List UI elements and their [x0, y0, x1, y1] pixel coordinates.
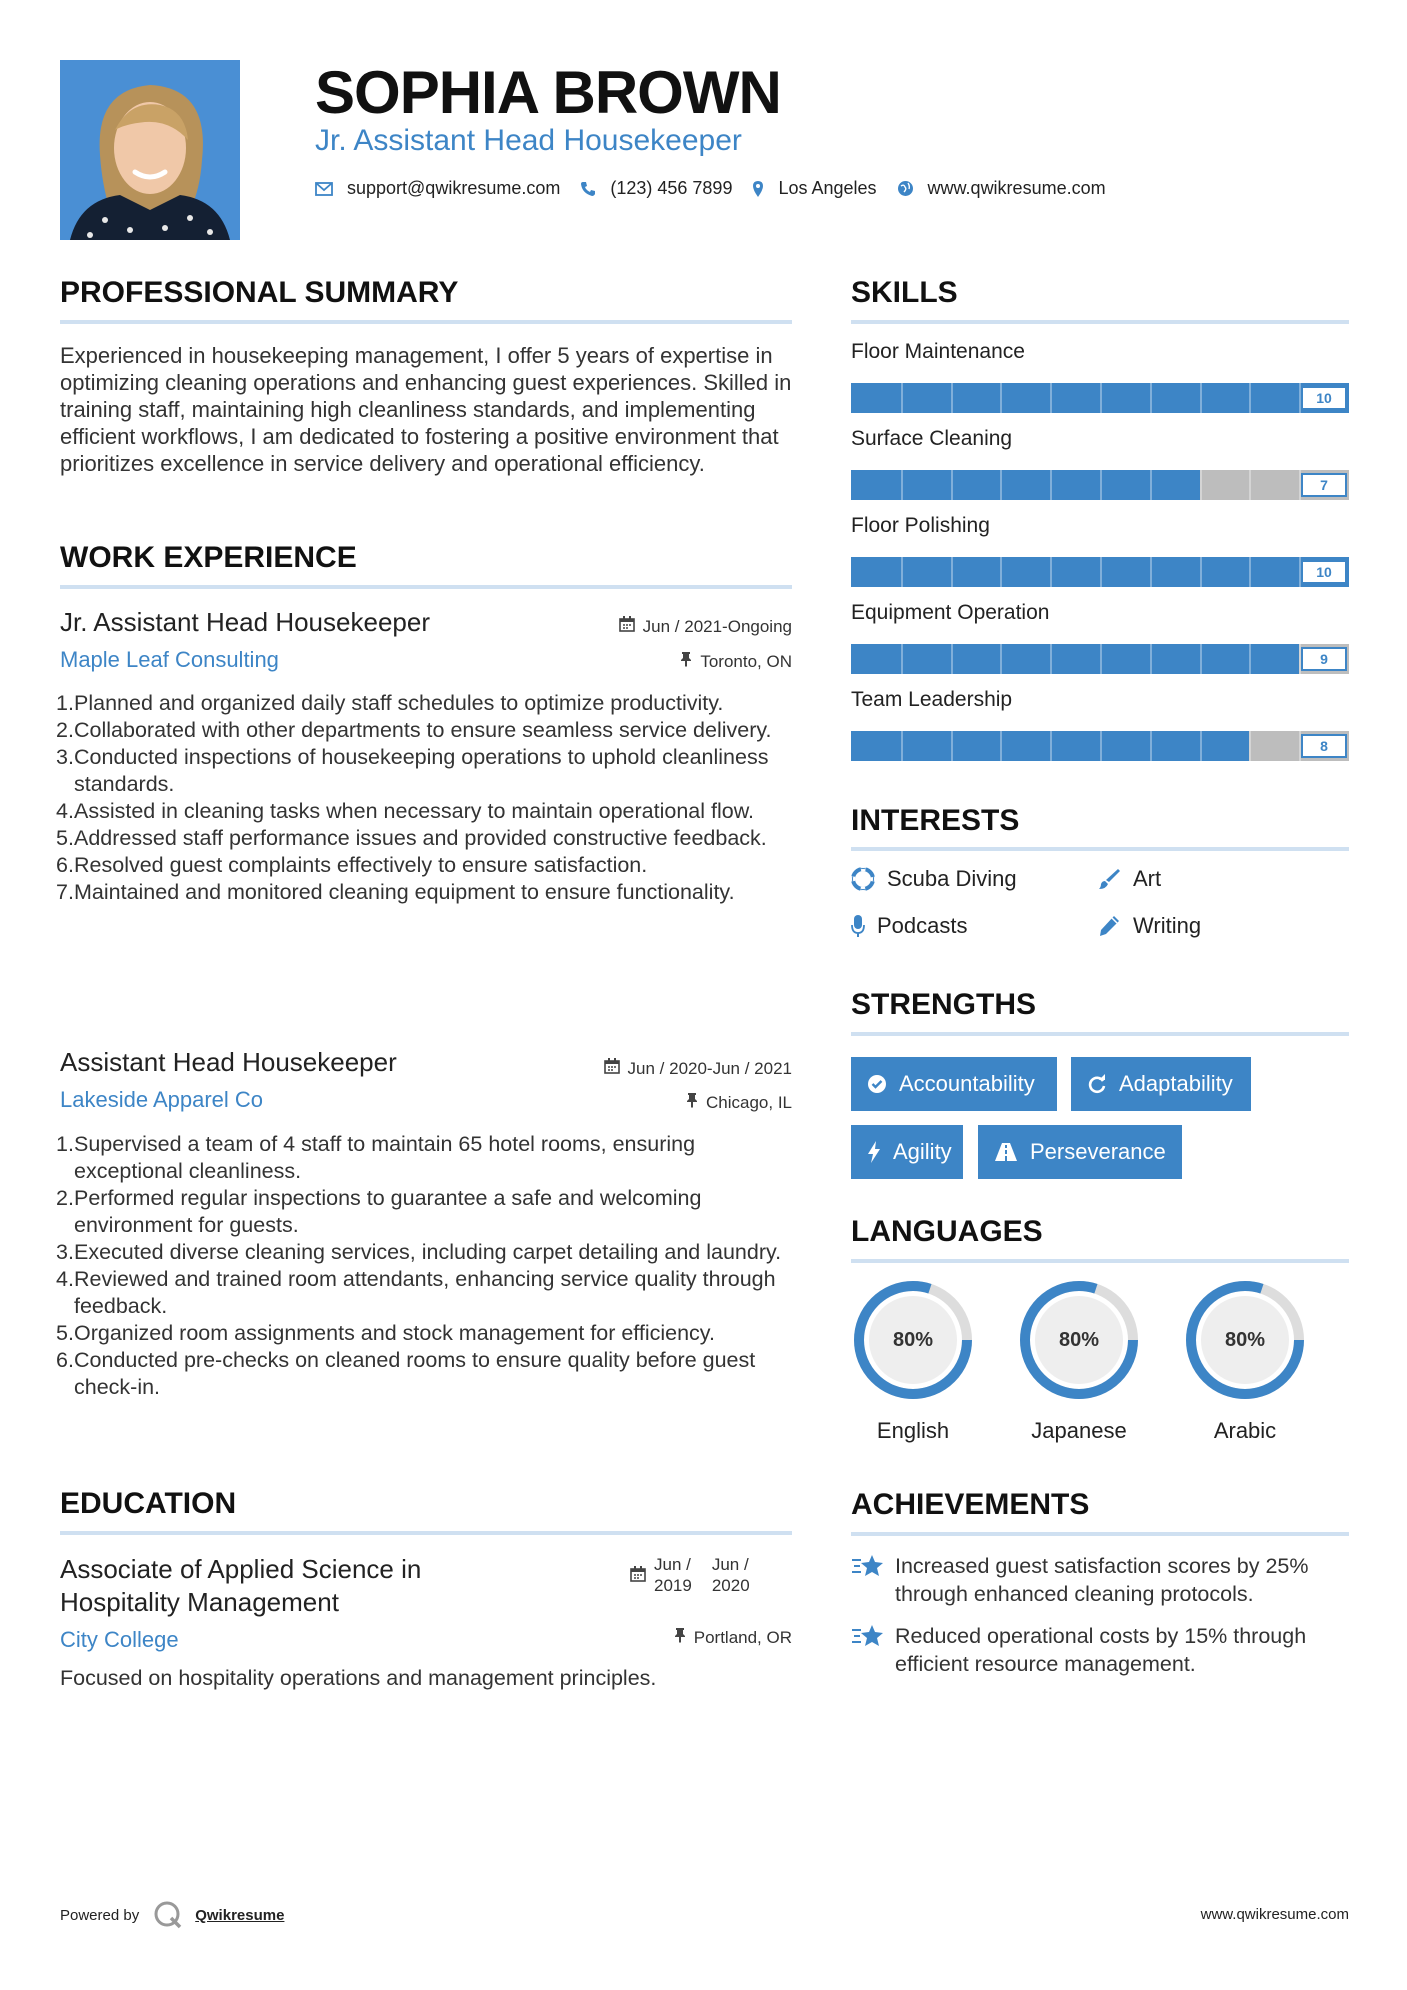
- language-item: [1180, 1278, 1310, 1444]
- strengths-divider: [851, 1032, 1349, 1036]
- qwikresume-logo-icon: [153, 1900, 183, 1930]
- experience-heading: WORK EXPERIENCE: [60, 541, 357, 574]
- skill-bar: [851, 731, 1349, 761]
- experience-divider: [60, 585, 792, 589]
- skill-bar-segment: [1200, 731, 1202, 761]
- interest-writing: [1097, 913, 1201, 939]
- profile-photo: [60, 60, 240, 240]
- job-location-text: Toronto, ON: [700, 651, 792, 671]
- education-heading: EDUCATION: [60, 1487, 237, 1520]
- list-item: 3. Executed diverse cleaning services, including carpet detailing and laundry.: [56, 1240, 782, 1264]
- powered-by-text: Powered by: [60, 1906, 140, 1924]
- refresh-icon: [1087, 1074, 1107, 1094]
- language-name: Japanese: [1031, 1418, 1127, 1443]
- interest-scuba-diving: [851, 866, 1017, 892]
- skill-bar-fill: [851, 470, 1200, 500]
- summary-divider: [60, 320, 792, 324]
- language-ring: [851, 1278, 975, 1402]
- job-date: [619, 616, 792, 637]
- contact-location: [752, 178, 876, 199]
- skill-bar-segment: [901, 731, 903, 761]
- calendar-icon: [630, 1566, 646, 1587]
- summary-text: Experienced in housekeeping management, I offer 5 years of expertise in optimizing cleaning operations and enhancing guest experiences. Skilled in training staff, maintaining high cleanliness standards, and implementing efficient workflows, I am dedicated to fostering a positive environment that prioritizes excellence in service delivery and operational efficiency.: [60, 343, 792, 476]
- languages-divider: [851, 1259, 1349, 1263]
- skill-bar-segment: [1249, 644, 1251, 674]
- skill-bar-segment: [1150, 557, 1152, 587]
- shooting-star-icon: [851, 1622, 895, 1678]
- skill-label: Surface Cleaning: [851, 427, 1013, 450]
- languages-heading: LANGUAGES: [851, 1215, 1043, 1248]
- skill-bar: [851, 383, 1349, 413]
- footer-powered-by: [60, 1900, 284, 1930]
- calendar-icon: [604, 1058, 620, 1079]
- education-start: Jun / 2019: [654, 1555, 692, 1595]
- candidate-name: SOPHIA BROWN: [315, 59, 781, 126]
- achievement-item: [851, 1622, 1351, 1678]
- skill-score: 10: [1301, 386, 1347, 410]
- skill-bar-segment: [1150, 470, 1152, 500]
- education-divider: [60, 1531, 792, 1535]
- list-item: 4. Assisted in cleaning tasks when necessary to maintain operational flow.: [56, 799, 755, 823]
- degree-line: Associate of Applied Science in: [60, 1554, 422, 1584]
- strength-label: Agility: [893, 1139, 952, 1164]
- list-item: 7. Maintained and monitored cleaning equipment to ensure functionality.: [56, 880, 735, 904]
- achievements-heading: ACHIEVEMENTS: [851, 1488, 1090, 1521]
- interest-label: Scuba Diving: [887, 866, 1017, 891]
- skill-label: Floor Maintenance: [851, 340, 1025, 363]
- contact-email[interactable]: [315, 178, 560, 199]
- list-item: 1. Supervised a team of 4 staff to maintain 65 hotel rooms, ensuring exceptional cleanliness.: [56, 1132, 696, 1183]
- skill-bar-segment: [901, 557, 903, 587]
- skills-divider: [851, 320, 1349, 324]
- skill-bar: [851, 470, 1349, 500]
- skill-bar-fill: [851, 644, 1299, 674]
- skill-bar-segment: [1100, 557, 1102, 587]
- skill-bar-segment: [1249, 383, 1251, 413]
- skill-label: Floor Polishing: [851, 514, 990, 537]
- strengths-heading: STRENGTHS: [851, 988, 1037, 1021]
- life-ring-icon: [851, 867, 875, 891]
- language-percent: 80%: [1058, 1329, 1100, 1351]
- list-item: 6. Resolved guest complaints effectively to ensure satisfaction.: [56, 853, 648, 877]
- language-name: English: [876, 1418, 950, 1443]
- list-item: 2. Performed regular inspections to guarantee a safe and welcoming environment for guests.: [56, 1186, 702, 1237]
- website-text: www.qwikresume.com: [927, 178, 1106, 198]
- skill-bar-segment: [1100, 470, 1102, 500]
- job-company: Maple Leaf Consulting: [60, 647, 279, 672]
- strength-label: Accountability: [899, 1071, 1035, 1096]
- skill-bar-segment: [1050, 557, 1052, 587]
- skill-bar-segment: [1150, 644, 1152, 674]
- language-ring: [1017, 1278, 1141, 1402]
- skill-bar-segment: [901, 644, 903, 674]
- skill-label: Equipment Operation: [851, 601, 1050, 624]
- strength-agility: [851, 1125, 963, 1179]
- skill-bar-segment: [1000, 383, 1002, 413]
- road-icon: [994, 1142, 1018, 1162]
- skill-bar-segment: [1200, 383, 1202, 413]
- phone-text: (123) 456 7899: [610, 178, 733, 198]
- list-item: 3. Conducted inspections of housekeeping operations to uphold cleanliness standards.: [56, 745, 769, 796]
- language-name: Arabic: [1213, 1418, 1277, 1443]
- globe-icon: [897, 180, 914, 197]
- language-item: [848, 1278, 978, 1444]
- skill-label: Team Leadership: [851, 688, 1013, 711]
- skill-bar-segment: [951, 644, 953, 674]
- skill-bar-segment: [1100, 731, 1102, 761]
- job-date-text: Jun / 2020-Jun / 2021: [627, 1058, 792, 1078]
- candidate-title: Jr. Assistant Head Housekeeper: [315, 124, 742, 157]
- language-item: [1014, 1278, 1144, 1444]
- education-end: Jun / 2020: [711, 1555, 750, 1595]
- language-percent: 80%: [892, 1329, 934, 1351]
- skills-heading: SKILLS: [851, 276, 958, 309]
- degree-line: Hospitality Management: [60, 1587, 339, 1617]
- job-location-text: Chicago, IL: [706, 1092, 792, 1112]
- achievement-item: [851, 1552, 1351, 1608]
- job-date: [604, 1058, 792, 1079]
- skill-score: 7: [1301, 473, 1347, 497]
- skill-bar-segment: [1100, 644, 1102, 674]
- interest-podcasts: [851, 913, 968, 939]
- check-circle-icon: [867, 1074, 887, 1094]
- job-title: Jr. Assistant Head Housekeeper: [60, 607, 430, 637]
- strength-perseverance: [978, 1125, 1182, 1179]
- pushpin-icon: [674, 1627, 686, 1648]
- interest-label: Art: [1133, 866, 1162, 891]
- skill-bar-segment: [1050, 731, 1052, 761]
- job-location: [686, 1092, 792, 1113]
- interest-art: [1097, 866, 1161, 892]
- list-item: 5. Organized room assignments and stock management for efficiency.: [56, 1321, 715, 1345]
- strength-label: Adaptability: [1119, 1071, 1233, 1096]
- achievement-text: Reduced operational costs by 15% through efficient resource management.: [895, 1624, 1307, 1676]
- calendar-icon: [619, 616, 635, 637]
- skill-bar-segment: [1000, 470, 1002, 500]
- skill-bar-segment: [951, 383, 953, 413]
- education-date: [630, 1554, 750, 1596]
- skill-bar-segment: [901, 383, 903, 413]
- skill-bar-segment: [1000, 557, 1002, 587]
- language-percent: 80%: [1224, 1329, 1266, 1351]
- list-item: 2. Collaborated with other departments to ensure seamless service delivery.: [56, 718, 772, 742]
- skill-bar-segment: [1050, 383, 1052, 413]
- phone-icon: [580, 181, 596, 197]
- achievements-divider: [851, 1532, 1349, 1536]
- interests-divider: [851, 847, 1349, 851]
- contact-website[interactable]: [897, 178, 1106, 199]
- shooting-star-icon: [851, 1552, 895, 1608]
- skill-bar-segment: [1249, 470, 1251, 500]
- education-location: [674, 1627, 792, 1648]
- skill-bar-segment: [1050, 644, 1052, 674]
- skill-bar-segment: [1000, 731, 1002, 761]
- job-bullets: [56, 1131, 796, 1401]
- degree-title: [60, 1553, 421, 1619]
- skill-bar-segment: [901, 470, 903, 500]
- school-name: City College: [60, 1627, 179, 1652]
- skill-score: 9: [1301, 647, 1347, 671]
- map-marker-icon: [752, 180, 764, 198]
- interest-label: Writing: [1133, 913, 1202, 938]
- pushpin-icon: [680, 651, 692, 672]
- qwikresume-link[interactable]: Qwikresume: [195, 1906, 285, 1924]
- skill-bar-segment: [1150, 383, 1152, 413]
- pushpin-icon: [686, 1092, 698, 1113]
- list-item: 6. Conducted pre-checks on cleaned rooms to ensure quality before guest check-in.: [56, 1348, 756, 1399]
- skill-bar-segment: [1050, 470, 1052, 500]
- microphone-icon: [851, 914, 865, 938]
- footer-website[interactable]: www.qwikresume.com: [1200, 1906, 1349, 1923]
- list-item: 5. Addressed staff performance issues and provided constructive feedback.: [56, 826, 767, 850]
- job-location: [680, 651, 792, 672]
- bolt-icon: [867, 1141, 881, 1163]
- interests-heading: INTERESTS: [851, 804, 1020, 837]
- education-location-text: Portland, OR: [693, 1627, 792, 1647]
- skill-score: 8: [1301, 734, 1347, 758]
- email-text: support@qwikresume.com: [347, 178, 561, 198]
- job-bullets: [56, 690, 796, 906]
- skill-bar-segment: [951, 731, 953, 761]
- skill-bar-segment: [1200, 470, 1202, 500]
- skill-bar-segment: [1100, 383, 1102, 413]
- achievement-text: Increased guest satisfaction scores by 25% through enhanced cleaning protocols.: [895, 1554, 1309, 1606]
- interest-label: Podcasts: [877, 913, 968, 938]
- job-date-text: Jun / 2021-Ongoing: [642, 616, 792, 636]
- contact-bar: [315, 178, 1126, 199]
- envelope-icon: [315, 182, 333, 196]
- strength-adaptability: [1071, 1057, 1251, 1111]
- skill-bar-segment: [1200, 644, 1202, 674]
- skill-bar-segment: [1249, 557, 1251, 587]
- skill-bar-segment: [1000, 644, 1002, 674]
- skill-bar-segment: [1150, 731, 1152, 761]
- skill-bar-segment: [1200, 557, 1202, 587]
- skill-bar: [851, 644, 1349, 674]
- summary-heading: PROFESSIONAL SUMMARY: [60, 276, 459, 309]
- job-title: Assistant Head Housekeeper: [60, 1047, 397, 1077]
- list-item: 1. Planned and organized daily staff schedules to optimize productivity.: [56, 691, 724, 715]
- contact-phone[interactable]: [580, 178, 732, 199]
- education-description: Focused on hospitality operations and management principles.: [60, 1666, 657, 1690]
- job-company: Lakeside Apparel Co: [60, 1087, 264, 1112]
- location-text: Los Angeles: [778, 178, 877, 198]
- skill-score: 10: [1301, 560, 1347, 584]
- strength-accountability: [851, 1057, 1057, 1111]
- pencil-icon: [1097, 914, 1121, 938]
- strength-label: Perseverance: [1030, 1139, 1166, 1164]
- skill-bar: [851, 557, 1349, 587]
- language-ring: [1183, 1278, 1307, 1402]
- skill-bar-segment: [951, 557, 953, 587]
- skill-bar-segment: [1249, 731, 1251, 761]
- paintbrush-icon: [1097, 867, 1121, 891]
- skill-bar-segment: [951, 470, 953, 500]
- list-item: 4. Reviewed and trained room attendants, enhancing service quality through feedback.: [56, 1267, 776, 1318]
